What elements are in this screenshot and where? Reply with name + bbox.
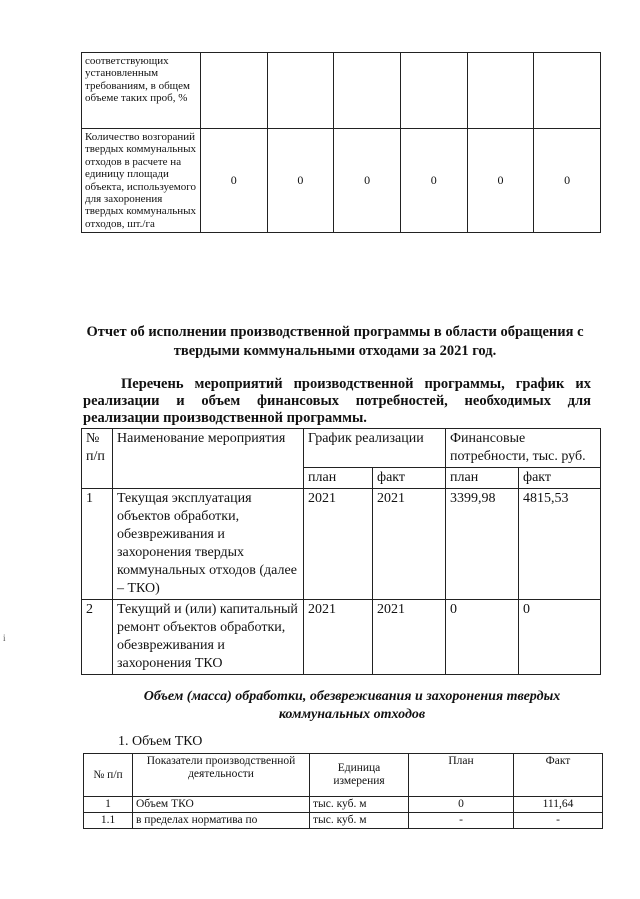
row-sched-fact: 2021: [373, 489, 446, 600]
row-num: 2: [82, 600, 113, 675]
row-unit: тыс. куб. м: [310, 813, 409, 829]
row-fin-plan: 0: [446, 600, 519, 675]
table-row: [82, 600, 601, 675]
row-name: Текущий и (или) капитальный ремонт объектов обработки, обезвреживания и захоронения ТКО: [113, 600, 304, 675]
volume-subtitle: 1. Объем ТКО: [118, 734, 203, 749]
events-list-title: Перечень мероприятий производственной программы, график их реализации и объем финансовых потребностей, необходимых для реализации производственной программы.: [83, 376, 591, 426]
indicator-label: Количество возгораний твердых коммунальных отходов в расчете на единицу площади объекта, используемого для захоронения твердых коммунальных отходов, шт./га: [82, 129, 201, 233]
value-cell: 0: [467, 129, 534, 233]
row-sched-fact: 2021: [373, 600, 446, 675]
row-sched-plan: 2021: [304, 489, 373, 600]
row-fact: 111,64: [514, 797, 603, 813]
events-table: [81, 428, 601, 675]
table-row: [82, 129, 601, 233]
table-row: [82, 489, 601, 600]
header-plan: План: [409, 754, 514, 797]
row-fin-fact: 4815,53: [519, 489, 601, 600]
row-name: Текущая эксплуатация объектов обработки, обезвреживания и захоронения твердых коммунальных отходов (далее – ТКО): [113, 489, 304, 600]
row-sched-plan: 2021: [304, 600, 373, 675]
table-row: [82, 53, 601, 129]
header-fact: Факт: [514, 754, 603, 797]
table-header-row: [82, 429, 601, 468]
header-sched-plan: план: [304, 468, 373, 489]
table-header-row: [84, 754, 603, 797]
report-title: Отчет об исполнении производственной программы в области обращения с твердыми коммунальными отходами за 2021 год.: [86, 324, 584, 359]
table-row: [84, 797, 603, 813]
indicator-label: соответствующих установленным требованиям, в общем объеме таких проб, %: [82, 53, 201, 129]
volume-heading: Объем (масса) обработки, обезвреживания и захоронения твердых коммунальных отходов: [143, 689, 561, 722]
indicators-table-continuation: [81, 52, 601, 233]
row-indicator: в пределах норматива по: [133, 813, 310, 829]
row-indicator: Объем ТКО: [133, 797, 310, 813]
row-fin-fact: 0: [519, 600, 601, 675]
header-fin-fact: факт: [519, 468, 601, 489]
header-unit: Единица измерения: [310, 754, 409, 797]
value-cell: 0: [267, 129, 334, 233]
header-num: № п/п: [82, 429, 113, 489]
header-sched-fact: факт: [373, 468, 446, 489]
row-num: 1: [84, 797, 133, 813]
value-cell: 0: [200, 129, 267, 233]
row-plan: -: [409, 813, 514, 829]
row-num: 1: [82, 489, 113, 600]
row-fact: -: [514, 813, 603, 829]
margin-mark: i: [3, 633, 6, 643]
header-fin-plan: план: [446, 468, 519, 489]
header-num: № п/п: [84, 754, 133, 797]
value-cell: 0: [334, 129, 401, 233]
row-num: 1.1: [84, 813, 133, 829]
row-fin-plan: 3399,98: [446, 489, 519, 600]
header-name: Наименование мероприятия: [113, 429, 304, 489]
table-row: [84, 813, 603, 829]
volume-table: [83, 753, 603, 829]
header-indicator: Показатели производственной деятельности: [133, 754, 310, 797]
header-schedule: График реализации: [304, 429, 446, 468]
row-plan: 0: [409, 797, 514, 813]
row-unit: тыс. куб. м: [310, 797, 409, 813]
value-cell: 0: [534, 129, 601, 233]
value-cell: 0: [400, 129, 467, 233]
header-finance: Финансовые потребности, тыс. руб.: [446, 429, 601, 468]
